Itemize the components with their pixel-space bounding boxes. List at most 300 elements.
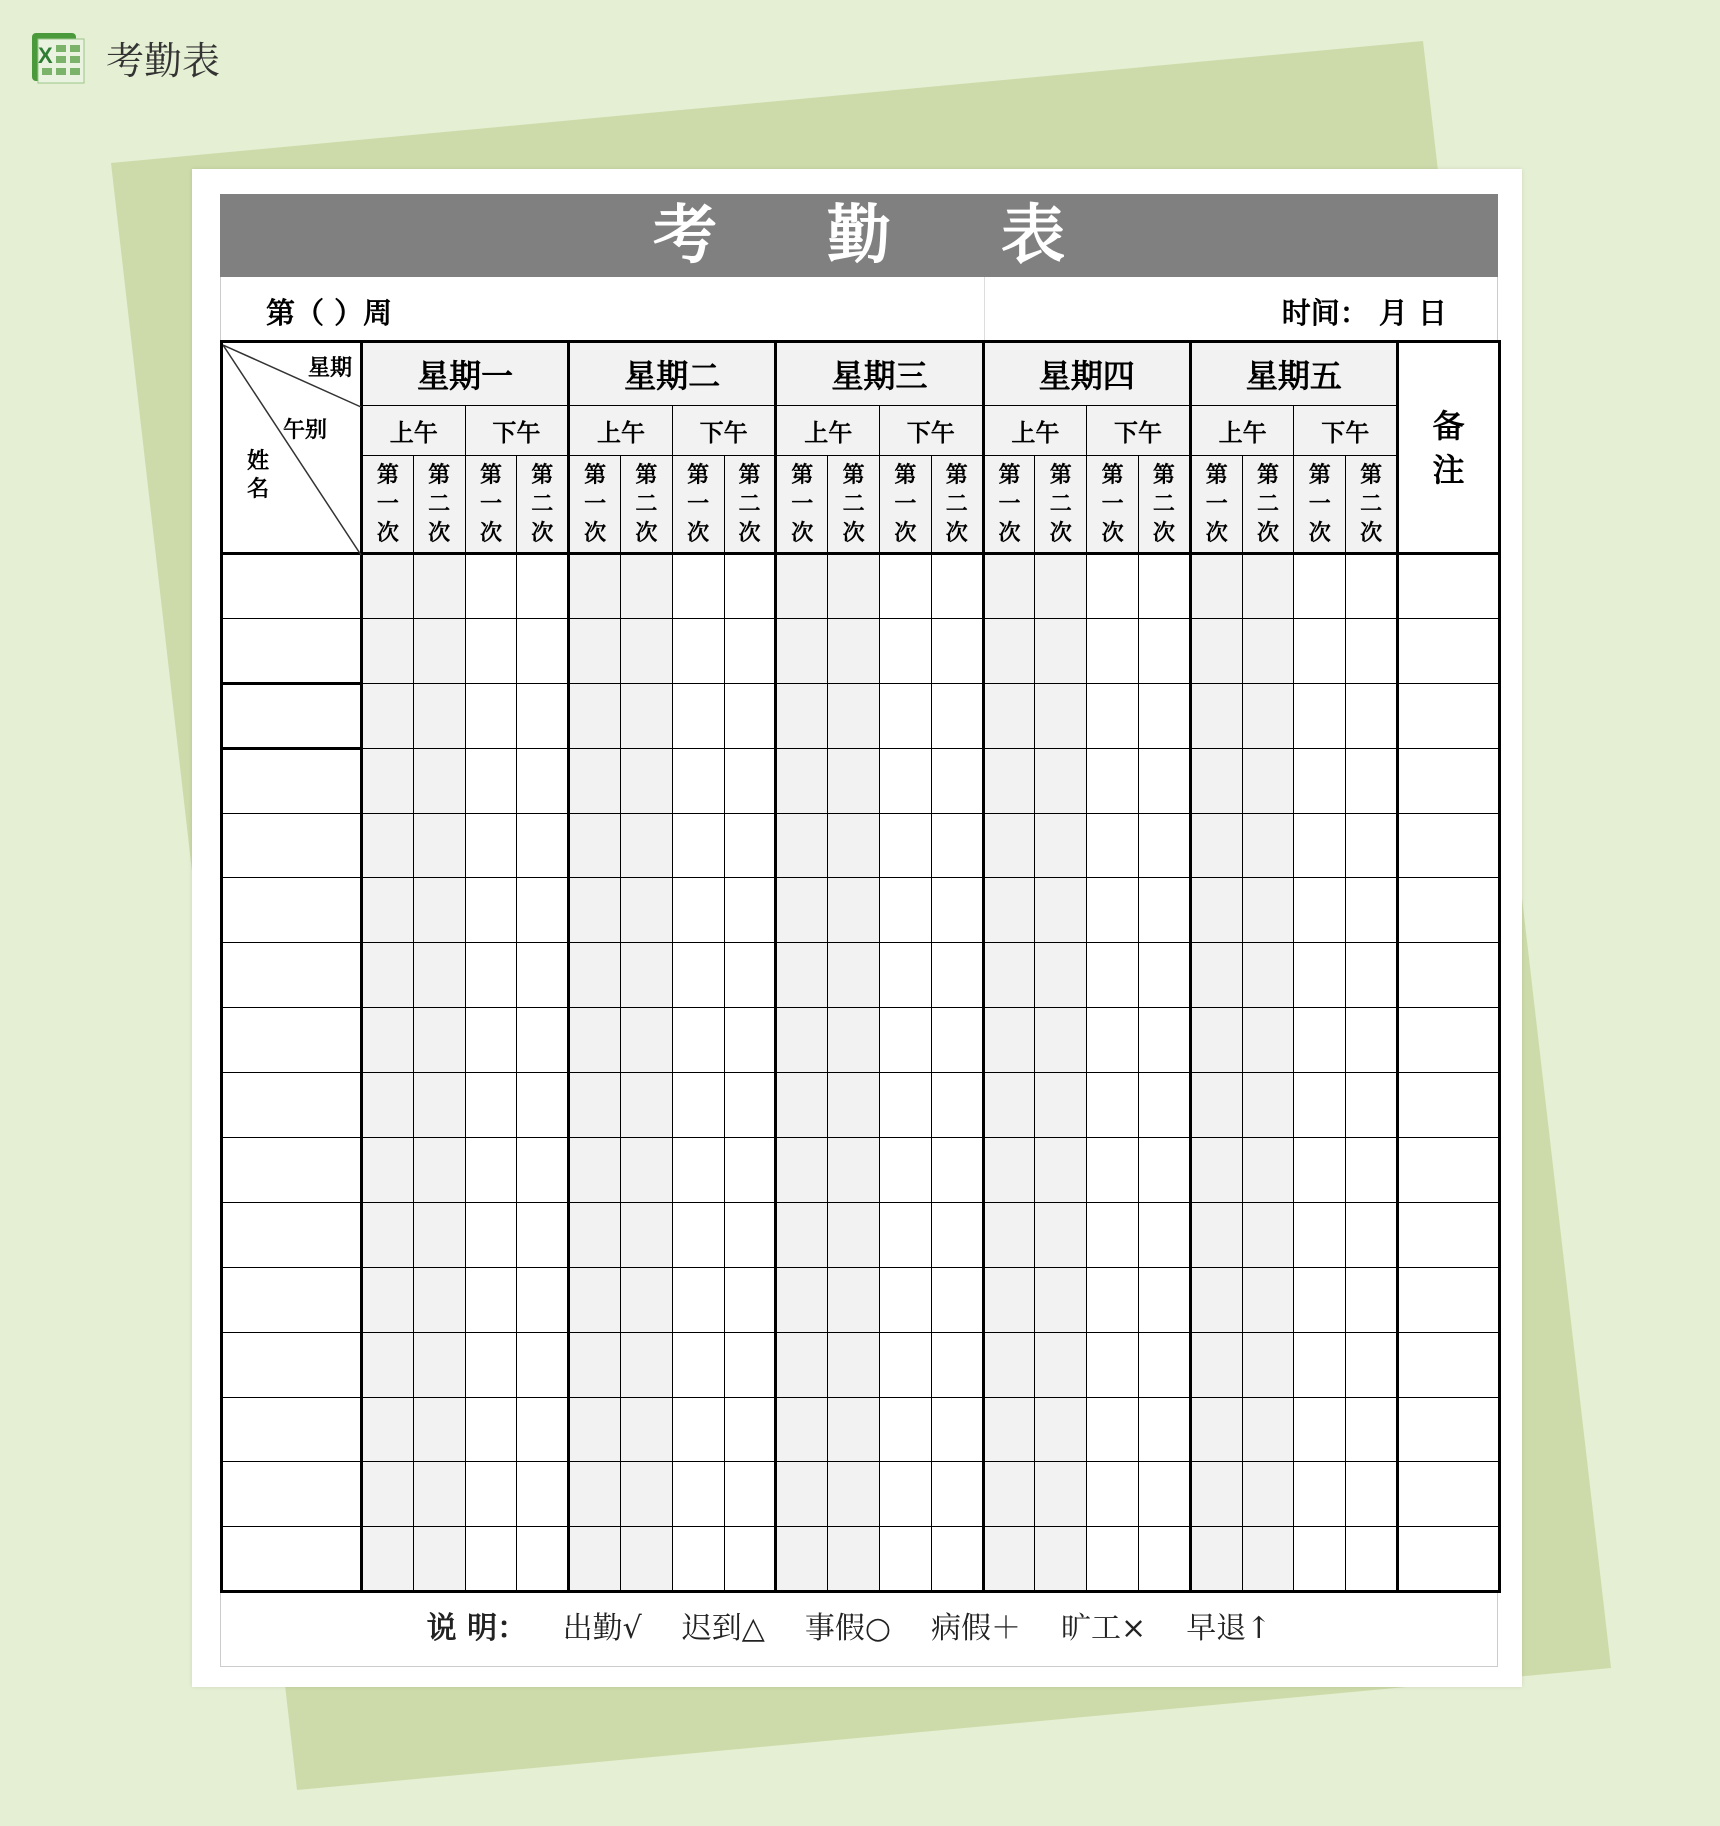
attendance-cell[interactable] xyxy=(413,878,465,943)
attendance-cell[interactable] xyxy=(1346,1008,1398,1073)
attendance-cell[interactable] xyxy=(1139,683,1191,748)
attendance-cell[interactable] xyxy=(413,813,465,878)
attendance-cell[interactable] xyxy=(1346,618,1398,683)
attendance-cell[interactable] xyxy=(1035,618,1087,683)
attendance-cell[interactable] xyxy=(983,943,1035,1008)
attendance-cell[interactable] xyxy=(1139,1267,1191,1332)
remark-cell[interactable] xyxy=(1398,813,1500,878)
attendance-cell[interactable] xyxy=(569,813,621,878)
attendance-cell[interactable] xyxy=(1087,1527,1139,1592)
attendance-cell[interactable] xyxy=(362,554,414,619)
attendance-cell[interactable] xyxy=(931,618,983,683)
attendance-cell[interactable] xyxy=(672,878,724,943)
attendance-cell[interactable] xyxy=(1190,1073,1242,1138)
attendance-cell[interactable] xyxy=(1242,878,1294,943)
attendance-cell[interactable] xyxy=(880,748,932,813)
attendance-cell[interactable] xyxy=(724,1138,776,1203)
attendance-cell[interactable] xyxy=(983,878,1035,943)
attendance-cell[interactable] xyxy=(672,1397,724,1462)
attendance-cell[interactable] xyxy=(983,618,1035,683)
attendance-cell[interactable] xyxy=(465,943,517,1008)
attendance-cell[interactable] xyxy=(465,554,517,619)
attendance-cell[interactable] xyxy=(1346,1332,1398,1397)
attendance-cell[interactable] xyxy=(362,1397,414,1462)
attendance-cell[interactable] xyxy=(828,1073,880,1138)
attendance-cell[interactable] xyxy=(983,1267,1035,1332)
attendance-cell[interactable] xyxy=(828,1138,880,1203)
attendance-cell[interactable] xyxy=(1242,1202,1294,1267)
attendance-cell[interactable] xyxy=(517,1332,569,1397)
attendance-cell[interactable] xyxy=(517,943,569,1008)
attendance-cell[interactable] xyxy=(1294,1073,1346,1138)
remark-cell[interactable] xyxy=(1398,554,1500,619)
attendance-cell[interactable] xyxy=(828,1202,880,1267)
attendance-cell[interactable] xyxy=(776,1008,828,1073)
attendance-cell[interactable] xyxy=(413,554,465,619)
attendance-cell[interactable] xyxy=(1087,554,1139,619)
attendance-cell[interactable] xyxy=(1294,554,1346,619)
attendance-cell[interactable] xyxy=(1035,1073,1087,1138)
attendance-cell[interactable] xyxy=(1242,1138,1294,1203)
name-cell[interactable] xyxy=(222,1332,362,1397)
attendance-cell[interactable] xyxy=(1346,683,1398,748)
attendance-cell[interactable] xyxy=(1242,1462,1294,1527)
attendance-cell[interactable] xyxy=(1087,1202,1139,1267)
attendance-cell[interactable] xyxy=(880,1397,932,1462)
attendance-cell[interactable] xyxy=(1242,618,1294,683)
attendance-cell[interactable] xyxy=(465,1267,517,1332)
attendance-cell[interactable] xyxy=(1087,1462,1139,1527)
attendance-cell[interactable] xyxy=(517,1008,569,1073)
attendance-cell[interactable] xyxy=(1190,554,1242,619)
attendance-cell[interactable] xyxy=(1190,683,1242,748)
attendance-cell[interactable] xyxy=(413,1397,465,1462)
attendance-cell[interactable] xyxy=(413,618,465,683)
attendance-cell[interactable] xyxy=(569,1008,621,1073)
attendance-cell[interactable] xyxy=(362,1267,414,1332)
attendance-cell[interactable] xyxy=(776,683,828,748)
attendance-cell[interactable] xyxy=(362,878,414,943)
attendance-cell[interactable] xyxy=(1242,1008,1294,1073)
attendance-cell[interactable] xyxy=(621,683,673,748)
attendance-cell[interactable] xyxy=(828,1267,880,1332)
attendance-cell[interactable] xyxy=(517,878,569,943)
attendance-cell[interactable] xyxy=(362,1202,414,1267)
attendance-cell[interactable] xyxy=(724,554,776,619)
attendance-cell[interactable] xyxy=(362,1008,414,1073)
name-cell[interactable] xyxy=(222,813,362,878)
attendance-cell[interactable] xyxy=(362,813,414,878)
attendance-cell[interactable] xyxy=(724,1527,776,1592)
attendance-cell[interactable] xyxy=(1087,1267,1139,1332)
attendance-cell[interactable] xyxy=(621,1527,673,1592)
attendance-cell[interactable] xyxy=(724,1332,776,1397)
attendance-cell[interactable] xyxy=(1190,1138,1242,1203)
attendance-cell[interactable] xyxy=(569,1202,621,1267)
attendance-cell[interactable] xyxy=(362,1332,414,1397)
attendance-cell[interactable] xyxy=(1035,943,1087,1008)
remark-cell[interactable] xyxy=(1398,1332,1500,1397)
remark-cell[interactable] xyxy=(1398,1462,1500,1527)
attendance-cell[interactable] xyxy=(983,813,1035,878)
attendance-cell[interactable] xyxy=(880,1267,932,1332)
attendance-cell[interactable] xyxy=(776,878,828,943)
attendance-cell[interactable] xyxy=(983,1462,1035,1527)
remark-cell[interactable] xyxy=(1398,683,1500,748)
attendance-cell[interactable] xyxy=(621,878,673,943)
attendance-cell[interactable] xyxy=(1242,683,1294,748)
attendance-cell[interactable] xyxy=(1346,1527,1398,1592)
attendance-cell[interactable] xyxy=(1190,748,1242,813)
attendance-cell[interactable] xyxy=(983,1008,1035,1073)
attendance-cell[interactable] xyxy=(1294,683,1346,748)
attendance-cell[interactable] xyxy=(931,1527,983,1592)
attendance-cell[interactable] xyxy=(413,943,465,1008)
attendance-cell[interactable] xyxy=(569,1138,621,1203)
attendance-cell[interactable] xyxy=(776,1527,828,1592)
attendance-cell[interactable] xyxy=(724,1008,776,1073)
attendance-cell[interactable] xyxy=(569,943,621,1008)
remark-cell[interactable] xyxy=(1398,1008,1500,1073)
attendance-cell[interactable] xyxy=(983,683,1035,748)
attendance-cell[interactable] xyxy=(517,748,569,813)
attendance-cell[interactable] xyxy=(776,1267,828,1332)
name-cell[interactable] xyxy=(222,943,362,1008)
attendance-cell[interactable] xyxy=(1035,554,1087,619)
attendance-cell[interactable] xyxy=(828,813,880,878)
remark-cell[interactable] xyxy=(1398,1073,1500,1138)
attendance-cell[interactable] xyxy=(1346,813,1398,878)
attendance-cell[interactable] xyxy=(880,1527,932,1592)
attendance-cell[interactable] xyxy=(1294,1008,1346,1073)
attendance-cell[interactable] xyxy=(1242,1527,1294,1592)
attendance-cell[interactable] xyxy=(880,813,932,878)
attendance-cell[interactable] xyxy=(413,1202,465,1267)
attendance-cell[interactable] xyxy=(1346,878,1398,943)
attendance-cell[interactable] xyxy=(1139,1138,1191,1203)
attendance-cell[interactable] xyxy=(931,1138,983,1203)
attendance-cell[interactable] xyxy=(1035,1397,1087,1462)
attendance-cell[interactable] xyxy=(1190,943,1242,1008)
attendance-cell[interactable] xyxy=(621,1462,673,1527)
name-cell[interactable] xyxy=(222,1008,362,1073)
attendance-cell[interactable] xyxy=(1294,1267,1346,1332)
attendance-cell[interactable] xyxy=(1346,1138,1398,1203)
attendance-cell[interactable] xyxy=(983,1332,1035,1397)
remark-cell[interactable] xyxy=(1398,1527,1500,1592)
attendance-cell[interactable] xyxy=(672,1267,724,1332)
attendance-cell[interactable] xyxy=(465,1332,517,1397)
attendance-cell[interactable] xyxy=(1035,1462,1087,1527)
attendance-cell[interactable] xyxy=(1139,1008,1191,1073)
attendance-cell[interactable] xyxy=(880,1073,932,1138)
attendance-cell[interactable] xyxy=(828,943,880,1008)
attendance-cell[interactable] xyxy=(776,748,828,813)
attendance-cell[interactable] xyxy=(1294,618,1346,683)
attendance-cell[interactable] xyxy=(621,1008,673,1073)
attendance-cell[interactable] xyxy=(621,1267,673,1332)
attendance-cell[interactable] xyxy=(1294,813,1346,878)
attendance-cell[interactable] xyxy=(1035,683,1087,748)
attendance-cell[interactable] xyxy=(569,1073,621,1138)
attendance-cell[interactable] xyxy=(1139,748,1191,813)
attendance-cell[interactable] xyxy=(1035,1332,1087,1397)
attendance-cell[interactable] xyxy=(672,813,724,878)
time-label[interactable]: 时间： 月 日 xyxy=(1281,296,1447,330)
attendance-cell[interactable] xyxy=(1242,813,1294,878)
attendance-cell[interactable] xyxy=(465,683,517,748)
attendance-cell[interactable] xyxy=(517,1073,569,1138)
attendance-cell[interactable] xyxy=(672,1202,724,1267)
attendance-cell[interactable] xyxy=(465,813,517,878)
attendance-cell[interactable] xyxy=(517,554,569,619)
attendance-cell[interactable] xyxy=(1035,1267,1087,1332)
attendance-cell[interactable] xyxy=(362,618,414,683)
attendance-cell[interactable] xyxy=(1190,618,1242,683)
attendance-cell[interactable] xyxy=(776,554,828,619)
attendance-cell[interactable] xyxy=(880,683,932,748)
attendance-cell[interactable] xyxy=(1346,943,1398,1008)
attendance-cell[interactable] xyxy=(569,1462,621,1527)
attendance-cell[interactable] xyxy=(724,943,776,1008)
attendance-cell[interactable] xyxy=(1242,1267,1294,1332)
attendance-cell[interactable] xyxy=(931,1397,983,1462)
attendance-cell[interactable] xyxy=(621,1332,673,1397)
attendance-cell[interactable] xyxy=(1294,748,1346,813)
attendance-cell[interactable] xyxy=(724,1073,776,1138)
attendance-cell[interactable] xyxy=(1087,1332,1139,1397)
attendance-cell[interactable] xyxy=(776,1073,828,1138)
attendance-cell[interactable] xyxy=(465,1202,517,1267)
attendance-cell[interactable] xyxy=(569,618,621,683)
attendance-cell[interactable] xyxy=(672,618,724,683)
remark-cell[interactable] xyxy=(1398,1267,1500,1332)
attendance-cell[interactable] xyxy=(776,1138,828,1203)
attendance-cell[interactable] xyxy=(983,1202,1035,1267)
attendance-cell[interactable] xyxy=(1242,1397,1294,1462)
attendance-cell[interactable] xyxy=(1087,683,1139,748)
attendance-cell[interactable] xyxy=(983,1397,1035,1462)
attendance-cell[interactable] xyxy=(1190,878,1242,943)
attendance-cell[interactable] xyxy=(517,1267,569,1332)
attendance-cell[interactable] xyxy=(1190,1462,1242,1527)
attendance-cell[interactable] xyxy=(621,618,673,683)
attendance-cell[interactable] xyxy=(1139,1202,1191,1267)
attendance-cell[interactable] xyxy=(1294,1397,1346,1462)
name-cell[interactable] xyxy=(222,1073,362,1138)
attendance-cell[interactable] xyxy=(931,1267,983,1332)
attendance-cell[interactable] xyxy=(1190,813,1242,878)
attendance-cell[interactable] xyxy=(1190,1397,1242,1462)
attendance-cell[interactable] xyxy=(569,1527,621,1592)
attendance-cell[interactable] xyxy=(465,1008,517,1073)
attendance-cell[interactable] xyxy=(362,1073,414,1138)
attendance-cell[interactable] xyxy=(672,554,724,619)
attendance-cell[interactable] xyxy=(983,1073,1035,1138)
attendance-cell[interactable] xyxy=(1294,943,1346,1008)
attendance-cell[interactable] xyxy=(724,1202,776,1267)
attendance-cell[interactable] xyxy=(362,943,414,1008)
attendance-cell[interactable] xyxy=(1139,878,1191,943)
attendance-cell[interactable] xyxy=(1242,943,1294,1008)
attendance-cell[interactable] xyxy=(776,943,828,1008)
attendance-cell[interactable] xyxy=(672,748,724,813)
attendance-cell[interactable] xyxy=(1294,1202,1346,1267)
attendance-cell[interactable] xyxy=(1294,878,1346,943)
attendance-cell[interactable] xyxy=(1035,878,1087,943)
name-cell[interactable] xyxy=(222,1267,362,1332)
attendance-cell[interactable] xyxy=(1087,1397,1139,1462)
attendance-cell[interactable] xyxy=(1346,748,1398,813)
attendance-cell[interactable] xyxy=(517,618,569,683)
attendance-cell[interactable] xyxy=(931,813,983,878)
attendance-cell[interactable] xyxy=(828,878,880,943)
attendance-cell[interactable] xyxy=(1242,1073,1294,1138)
attendance-cell[interactable] xyxy=(724,1462,776,1527)
name-cell[interactable] xyxy=(222,683,362,748)
remark-cell[interactable] xyxy=(1398,943,1500,1008)
name-cell[interactable] xyxy=(222,554,362,619)
attendance-cell[interactable] xyxy=(1346,1202,1398,1267)
attendance-cell[interactable] xyxy=(1087,813,1139,878)
attendance-cell[interactable] xyxy=(983,554,1035,619)
attendance-cell[interactable] xyxy=(776,1397,828,1462)
attendance-cell[interactable] xyxy=(1087,1138,1139,1203)
attendance-cell[interactable] xyxy=(672,1008,724,1073)
attendance-cell[interactable] xyxy=(880,1138,932,1203)
attendance-cell[interactable] xyxy=(1190,1008,1242,1073)
remark-cell[interactable] xyxy=(1398,748,1500,813)
attendance-cell[interactable] xyxy=(880,1008,932,1073)
remark-cell[interactable] xyxy=(1398,618,1500,683)
attendance-cell[interactable] xyxy=(1346,1267,1398,1332)
attendance-cell[interactable] xyxy=(983,748,1035,813)
attendance-cell[interactable] xyxy=(880,554,932,619)
attendance-cell[interactable] xyxy=(517,683,569,748)
attendance-cell[interactable] xyxy=(413,748,465,813)
attendance-cell[interactable] xyxy=(983,1527,1035,1592)
attendance-cell[interactable] xyxy=(465,618,517,683)
attendance-cell[interactable] xyxy=(1035,813,1087,878)
attendance-cell[interactable] xyxy=(776,1202,828,1267)
attendance-cell[interactable] xyxy=(880,943,932,1008)
attendance-cell[interactable] xyxy=(362,683,414,748)
attendance-cell[interactable] xyxy=(1294,1332,1346,1397)
attendance-cell[interactable] xyxy=(1139,554,1191,619)
attendance-cell[interactable] xyxy=(1346,554,1398,619)
attendance-cell[interactable] xyxy=(413,1332,465,1397)
attendance-cell[interactable] xyxy=(621,1397,673,1462)
attendance-cell[interactable] xyxy=(828,1527,880,1592)
attendance-cell[interactable] xyxy=(776,813,828,878)
attendance-cell[interactable] xyxy=(1346,1397,1398,1462)
attendance-cell[interactable] xyxy=(1087,878,1139,943)
attendance-cell[interactable] xyxy=(1346,1462,1398,1527)
attendance-cell[interactable] xyxy=(828,1462,880,1527)
attendance-cell[interactable] xyxy=(1139,1527,1191,1592)
attendance-cell[interactable] xyxy=(672,1462,724,1527)
attendance-cell[interactable] xyxy=(880,1462,932,1527)
attendance-cell[interactable] xyxy=(517,1138,569,1203)
attendance-cell[interactable] xyxy=(931,683,983,748)
attendance-cell[interactable] xyxy=(517,1397,569,1462)
attendance-cell[interactable] xyxy=(1242,1332,1294,1397)
attendance-cell[interactable] xyxy=(621,1138,673,1203)
attendance-cell[interactable] xyxy=(672,1073,724,1138)
attendance-cell[interactable] xyxy=(569,1397,621,1462)
attendance-cell[interactable] xyxy=(1139,813,1191,878)
attendance-cell[interactable] xyxy=(1190,1267,1242,1332)
attendance-cell[interactable] xyxy=(569,554,621,619)
attendance-cell[interactable] xyxy=(724,1397,776,1462)
attendance-cell[interactable] xyxy=(1035,1527,1087,1592)
attendance-cell[interactable] xyxy=(880,618,932,683)
attendance-cell[interactable] xyxy=(1035,1138,1087,1203)
name-cell[interactable] xyxy=(222,1462,362,1527)
attendance-cell[interactable] xyxy=(569,878,621,943)
attendance-cell[interactable] xyxy=(621,943,673,1008)
attendance-cell[interactable] xyxy=(672,1332,724,1397)
attendance-cell[interactable] xyxy=(465,748,517,813)
attendance-cell[interactable] xyxy=(931,1073,983,1138)
attendance-cell[interactable] xyxy=(776,1462,828,1527)
attendance-cell[interactable] xyxy=(1242,554,1294,619)
attendance-cell[interactable] xyxy=(724,683,776,748)
attendance-cell[interactable] xyxy=(362,1138,414,1203)
attendance-cell[interactable] xyxy=(465,1073,517,1138)
remark-cell[interactable] xyxy=(1398,1397,1500,1462)
attendance-cell[interactable] xyxy=(413,1267,465,1332)
attendance-cell[interactable] xyxy=(1346,1073,1398,1138)
name-cell[interactable] xyxy=(222,1397,362,1462)
name-cell[interactable] xyxy=(222,878,362,943)
attendance-cell[interactable] xyxy=(465,878,517,943)
attendance-cell[interactable] xyxy=(569,1267,621,1332)
attendance-cell[interactable] xyxy=(828,1397,880,1462)
attendance-cell[interactable] xyxy=(828,1008,880,1073)
attendance-cell[interactable] xyxy=(413,1073,465,1138)
attendance-cell[interactable] xyxy=(776,1332,828,1397)
attendance-cell[interactable] xyxy=(362,748,414,813)
week-label[interactable]: 第（ ）周 xyxy=(266,296,393,330)
name-cell[interactable] xyxy=(222,618,362,683)
attendance-cell[interactable] xyxy=(517,1462,569,1527)
attendance-cell[interactable] xyxy=(1242,748,1294,813)
attendance-cell[interactable] xyxy=(880,1332,932,1397)
attendance-cell[interactable] xyxy=(1139,618,1191,683)
attendance-cell[interactable] xyxy=(931,748,983,813)
attendance-cell[interactable] xyxy=(724,878,776,943)
attendance-cell[interactable] xyxy=(569,748,621,813)
attendance-cell[interactable] xyxy=(1139,943,1191,1008)
attendance-cell[interactable] xyxy=(724,813,776,878)
attendance-cell[interactable] xyxy=(465,1397,517,1462)
remark-cell[interactable] xyxy=(1398,878,1500,943)
remark-cell[interactable] xyxy=(1398,1202,1500,1267)
attendance-cell[interactable] xyxy=(931,1332,983,1397)
attendance-cell[interactable] xyxy=(1087,943,1139,1008)
attendance-cell[interactable] xyxy=(931,554,983,619)
attendance-cell[interactable] xyxy=(413,1527,465,1592)
name-cell[interactable] xyxy=(222,748,362,813)
attendance-cell[interactable] xyxy=(1294,1138,1346,1203)
attendance-cell[interactable] xyxy=(1139,1462,1191,1527)
attendance-cell[interactable] xyxy=(517,813,569,878)
attendance-cell[interactable] xyxy=(1139,1397,1191,1462)
attendance-cell[interactable] xyxy=(931,878,983,943)
attendance-cell[interactable] xyxy=(672,1527,724,1592)
attendance-cell[interactable] xyxy=(828,748,880,813)
